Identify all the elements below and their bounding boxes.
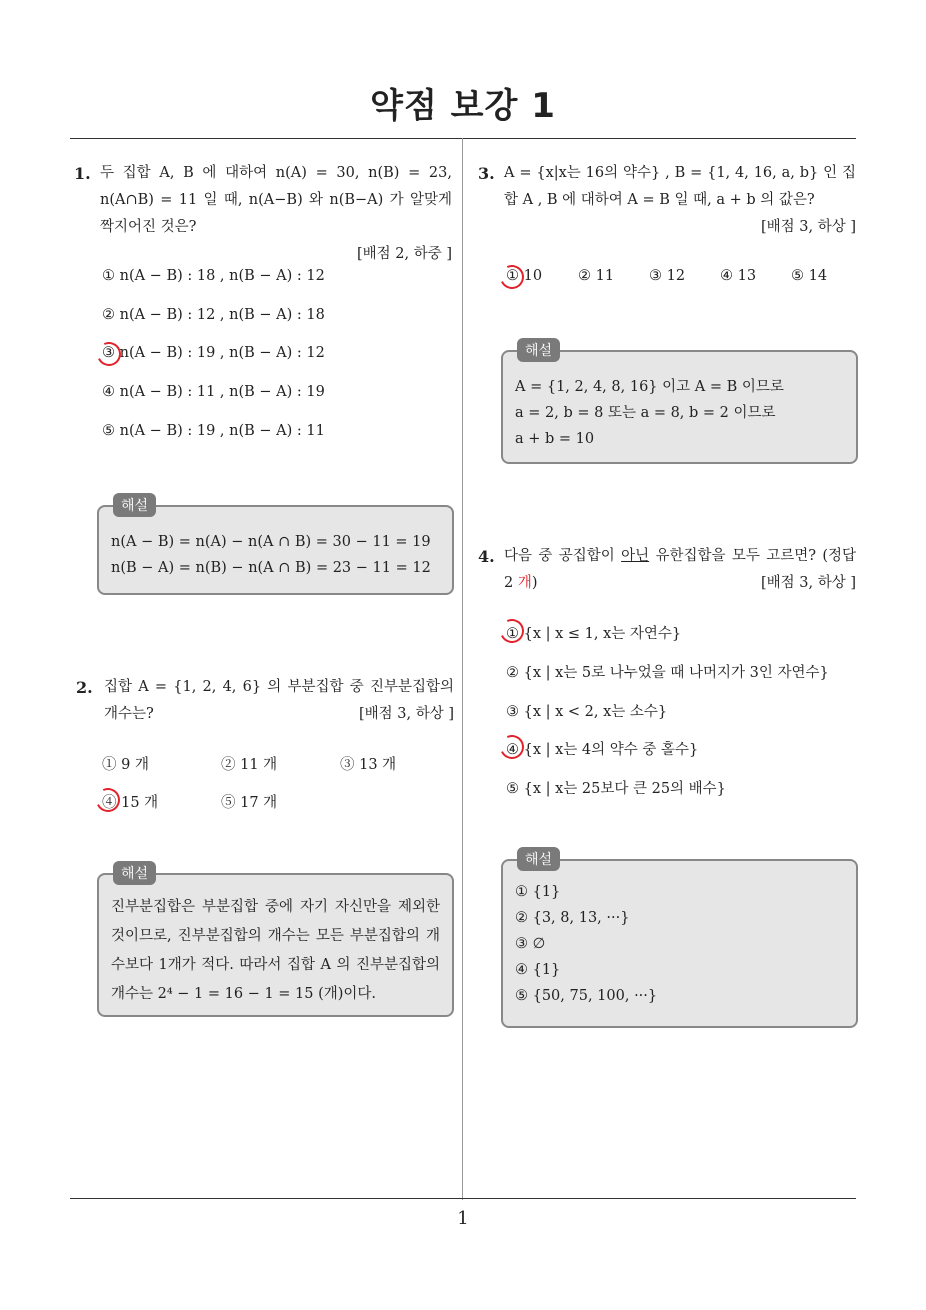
- page-number: 1: [457, 1208, 469, 1229]
- q2-option-1[interactable]: ① 9 개: [102, 757, 149, 773]
- question-score: [배점 2, 하중 ]: [356, 246, 452, 262]
- solution-tag: 해설: [517, 338, 560, 362]
- q1-option-3[interactable]: ③ n(A − B) : 19 , n(B − A) : 12: [102, 345, 325, 361]
- column-divider: [462, 138, 463, 1200]
- q3-option-1[interactable]: ① 10: [506, 268, 543, 284]
- solution-tag: 해설: [113, 861, 156, 885]
- q3-option-3[interactable]: ③ 12: [649, 268, 686, 284]
- top-rule: [70, 138, 856, 139]
- page-title: 약점 보강 1: [370, 86, 556, 126]
- q2-option-3[interactable]: ③ 13 개: [340, 757, 397, 773]
- solution-text: 진부분집합은 부분집합 중에 자기 자신만을 제외한 것이므로, 진부분집합의 개수는 모든 부분집합의 개수보다 1개가 적다. 따라서 집합 A 의 진부분집합의 개수는 2⁴ − 1 = 16 − 1 = 15 (개)이다.: [111, 899, 440, 1002]
- q1-solution-box: [97, 498, 454, 595]
- stem-emphasis: 아닌: [621, 548, 650, 564]
- q4-option-4[interactable]: ④ {x | x는 4의 약수 중 홀수}: [506, 742, 699, 758]
- solution-line: ② {3, 8, 13, ···}: [515, 910, 630, 926]
- q2-option-2[interactable]: ② 11 개: [221, 757, 278, 773]
- bottom-rule: [70, 1198, 856, 1199]
- question-4: [478, 543, 856, 597]
- q4-solution-box: [501, 852, 858, 1028]
- question-score: [배점 3, 하상 ]: [358, 706, 454, 722]
- question-stem: 집합 A = {1, 2, 4, 6} 의 부분집합 중 진부분집합의 개수는?: [104, 679, 454, 722]
- solution-line: ④ {1}: [515, 962, 561, 978]
- solution-line: ① {1}: [515, 884, 561, 900]
- q1-option-5[interactable]: ⑤ n(A − B) : 19 , n(B − A) : 11: [102, 423, 325, 439]
- answer-mark-circle: [497, 262, 528, 293]
- stem-text: ): [531, 575, 538, 591]
- q1-option-4[interactable]: ④ n(A − B) : 11 , n(B − A) : 19: [102, 384, 325, 400]
- question-2: [76, 674, 454, 728]
- q3-option-5[interactable]: ⑤ 14: [791, 268, 828, 284]
- q2-option-4[interactable]: ④ 15 개: [102, 795, 159, 811]
- question-1: [74, 160, 452, 268]
- solution-line: a + b = 10: [515, 431, 595, 447]
- q1-option-2[interactable]: ② n(A − B) : 12 , n(B − A) : 18: [102, 307, 325, 323]
- q3-solution-box: [501, 343, 858, 464]
- solution-line: a = 2, b = 8 또는 a = 8, b = 2 이므로: [515, 405, 776, 421]
- q2-solution-box: [97, 866, 454, 1017]
- question-number: 3.: [478, 164, 495, 183]
- question-number: 2.: [76, 678, 93, 697]
- q3-option-2[interactable]: ② 11: [578, 268, 615, 284]
- stem-text: 유한집합을 모두 고르면? (정답 2: [504, 548, 856, 591]
- solution-line: n(B − A) = n(B) − n(A ∩ B) = 23 − 11 = 12: [111, 560, 431, 576]
- q1-option-1[interactable]: ① n(A − B) : 18 , n(B − A) : 12: [102, 268, 325, 284]
- answer-mark-circle: [94, 339, 125, 370]
- question-number: 4.: [478, 547, 495, 566]
- question-stem: A = {x|x는 16의 약수} , B = {1, 4, 16, a, b} 인 집합 A , B 에 대하여 A = B 일 때, a + b 의 값은?: [504, 165, 856, 208]
- q4-option-1[interactable]: ① {x | x ≤ 1, x는 자연수}: [506, 626, 682, 642]
- stem-text: 다음 중 공집합이: [504, 548, 622, 564]
- q4-option-2[interactable]: ② {x | x는 5로 나누었을 때 나머지가 3인 자연수}: [506, 665, 829, 681]
- question-score: [배점 3, 하상 ]: [760, 575, 856, 591]
- solution-line: ③ ∅: [515, 936, 546, 952]
- question-3: [478, 160, 856, 241]
- q4-option-5[interactable]: ⑤ {x | x는 25보다 큰 25의 배수}: [506, 781, 726, 797]
- solution-line: ⑤ {50, 75, 100, ···}: [515, 988, 658, 1004]
- question-number: 1.: [74, 164, 91, 183]
- q3-option-4[interactable]: ④ 13: [720, 268, 757, 284]
- question-stem: 두 집합 A, B 에 대하여 n(A) = 30, n(B) = 23, n(A∩B) = 11 일 때, n(A−B) 와 n(B−A) 가 알맞게 짝지어진 것은?: [100, 165, 452, 235]
- solution-line: n(A − B) = n(A) − n(A ∩ B) = 30 − 11 = 19: [111, 534, 431, 550]
- stem-red-text: 개: [517, 575, 532, 591]
- q4-option-3[interactable]: ③ {x | x < 2, x는 소수}: [506, 704, 668, 720]
- solution-line: A = {1, 2, 4, 8, 16} 이고 A = B 이므로: [515, 379, 784, 395]
- question-score: [배점 3, 하상 ]: [760, 219, 856, 235]
- solution-tag: 해설: [517, 847, 560, 871]
- solution-tag: 해설: [113, 493, 156, 517]
- q2-option-5[interactable]: ⑤ 17 개: [221, 795, 278, 811]
